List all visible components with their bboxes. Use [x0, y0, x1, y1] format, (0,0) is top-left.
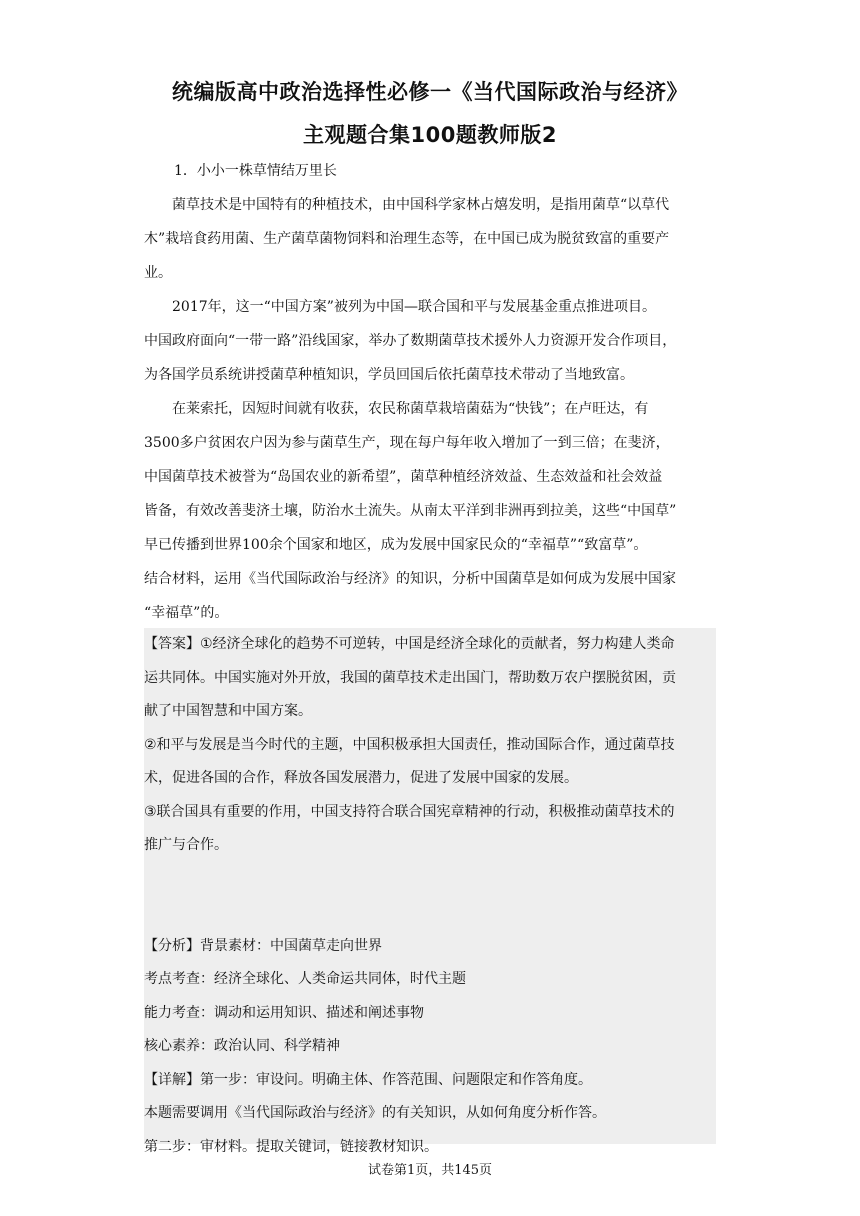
question-number-title: 1．小小一株草情结万里长	[174, 163, 337, 179]
analysis-line: 核心素养：政治认同、科学精神	[144, 1038, 340, 1054]
answer-block	[144, 628, 716, 1155]
answer-line: ②和平与发展是当今时代的主题，中国积极承担大国责任，推动国际合作，通过菌草技	[144, 736, 675, 753]
page-footer: 试卷第1页，共145页	[367, 1163, 493, 1178]
answer-line: 推广与合作。	[144, 837, 228, 853]
question-line: 为各国学员系统讲授菌草种植知识，学员回国后依托菌草技术带动了当地致富。	[144, 367, 634, 383]
question-line: 在莱索托，因短时间就有收获，农民称菌草栽培菌菇为“快钱”；在卢旺达，有	[172, 401, 649, 417]
question-line: 木”栽培食药用菌、生产菌草菌物饲料和治理生态等，在中国已成为脱贫致富的重要产	[144, 231, 670, 247]
question-line: 皆备，有效改善斐济土壤，防治水土流失。从南太平洋到非洲再到拉美，这些“中国草”	[144, 503, 677, 519]
document-title-line-2: 主观题合集100题教师版2	[303, 123, 557, 147]
analysis-line: 【分析】背景素材：中国菌草走向世界	[144, 937, 382, 954]
answer-line: 术，促进各国的合作，释放各国发展潜力，促进了发展中国家的发展。	[144, 770, 578, 786]
answer-spacer	[144, 863, 716, 897]
answer-line: 献了中国智慧和中国方案。	[144, 703, 312, 719]
analysis-line: 能力考查：调动和运用知识、描述和阐述事物	[144, 1004, 424, 1021]
detail-line: 【详解】第一步：审设问。明确主体、作答范围、问题限定和作答角度。	[144, 1071, 592, 1088]
question-line: 2017年，这一“中国方案”被列为中国—联合国和平与发展基金重点推进项目。	[172, 299, 656, 315]
document-title-line-1: 统编版高中政治选择性必修一《当代国际政治与经济》	[172, 80, 688, 104]
question-block	[144, 154, 716, 630]
answer-spacer	[144, 896, 716, 930]
question-line: 中国菌草技术被誉为“岛国农业的新希望”，菌草种植经济效益、生态效益和社会效益	[144, 469, 663, 485]
question-line: 早已传播到世界100余个国家和地区，成为发展中国家民众的“幸福草”“致富草”。	[144, 537, 648, 553]
question-line: 结合材料，运用《当代国际政治与经济》的知识，分析中国菌草是如何成为发展中国家	[144, 571, 676, 587]
question-line: 中国政府面向“一带一路”沿线国家，举办了数期菌草技术援外人力资源开发合作项目，	[144, 333, 677, 349]
detail-line: 本题需要调用《当代国际政治与经济》的有关知识，从如何角度分析作答。	[144, 1105, 606, 1121]
detail-line: 第二步：审材料。提取关键词，链接教材知识。	[144, 1138, 438, 1155]
answer-line: 【答案】①经济全球化的趋势不可逆转，中国是经济全球化的贡献者，努力构建人类命	[144, 636, 675, 652]
question-line: “幸福草”的。	[144, 605, 229, 621]
answer-line: ③联合国具有重要的作用，中国支持符合联合国宪章精神的行动，积极推动菌草技术的	[144, 803, 675, 820]
question-line: 3500多户贫困农户因为参与菌草生产，现在每户每年收入增加了一到三倍；在斐济，	[144, 435, 670, 451]
answer-line: 运共同体。中国实施对外开放，我国的菌草技术走出国门，帮助数万农户摆脱贫困，贡	[144, 669, 676, 686]
question-line: 菌草技术是中国特有的种植技术，由中国科学家林占熺发明，是指用菌草“以草代	[172, 197, 670, 213]
analysis-line: 考点考查：经济全球化、人类命运共同体，时代主题	[144, 971, 466, 987]
question-line: 业。	[144, 265, 172, 281]
